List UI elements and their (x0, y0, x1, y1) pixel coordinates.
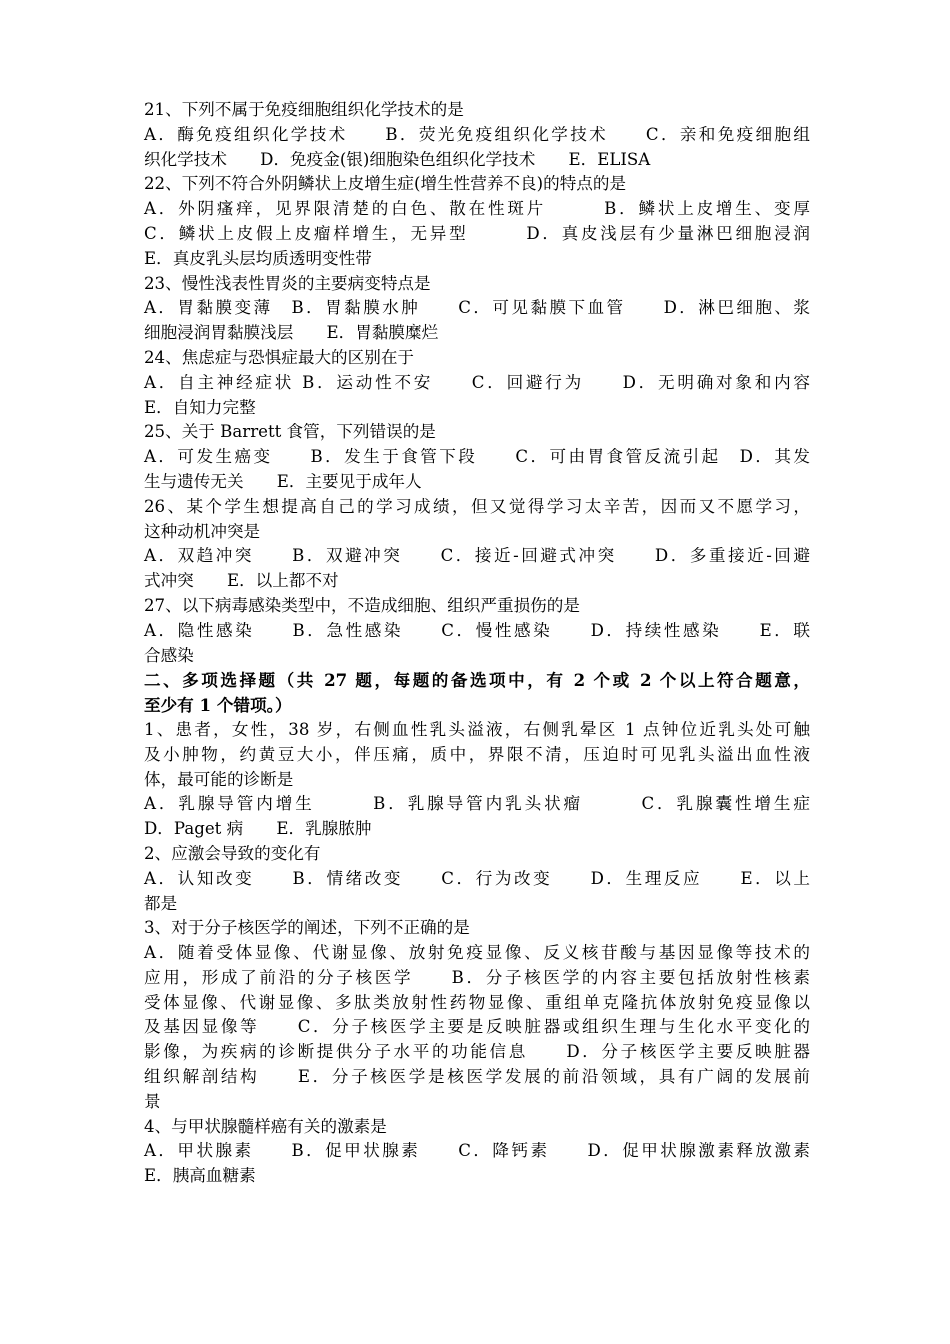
text-line: A．隐性感染 B．急性感染 C．慢性感染 D．持续性感染 E．联 (144, 620, 810, 640)
text-line: A．乳腺导管内增生 B．乳腺导管内乳头状瘤 C．乳腺囊性增生症 (144, 794, 810, 814)
text-line: A．随着受体显像、代谢显像、放射免疫显像、反义核苷酸与基因显像等技术的 (144, 943, 810, 963)
text-line: A．认知改变 B．情绪改变 C．行为改变 D．生理反应 E．以上 (144, 868, 810, 888)
text-line: 23、慢性浅表性胃炎的主要病变特点是 (144, 273, 431, 293)
text-line: 应用，形成了前沿的分子核医学 B．分子核医学的内容主要包括放射性核素 (144, 967, 810, 987)
text-line: 24、焦虑症与恐惧症最大的区别在于 (144, 347, 415, 367)
text-line: 这种动机冲突是 (144, 521, 261, 541)
text-line: A．外阴瘙痒，见界限清楚的白色、散在性斑片 B．鳞状上皮增生、变厚 (144, 199, 810, 219)
text-line: A．胃黏膜变薄 B．胃黏膜水肿 C．可见黏膜下血管 D．淋巴细胞、浆 (144, 298, 810, 318)
text-line: D．Paget 病 E．乳腺脓肿 (144, 819, 372, 839)
text-line: 及小肿物，约黄豆大小，伴压痛，质中，界限不清，压迫时可见乳头溢出血性液 (144, 744, 810, 764)
text-line: 27、以下病毒感染类型中，不造成细胞、组织严重损伤的是 (144, 595, 580, 615)
text-line: E．胰高血糖素 (144, 1166, 256, 1186)
text-line: A．可发生癌变 B．发生于食管下段 C．可由胃食管反流引起 D．其发 (144, 447, 810, 467)
text-line: A．酶免疫组织化学技术 B．荧光免疫组织化学技术 C．亲和免疫细胞组 (144, 124, 810, 144)
text-line: A．双趋冲突 B．双避冲突 C．接近-回避式冲突 D．多重接近-回避 (144, 546, 810, 566)
section-heading-line: 至少有 1 个错项。） (144, 695, 292, 716)
section-heading-line: 二、多项选择题（共 27 题，每题的备选项中，有 2 个或 2 个以上符合题意， (144, 670, 810, 691)
document-body (144, 98, 810, 1189)
text-line: 影像，为疾病的诊断提供分子水平的功能信息 D．分子核医学主要反映脏器 (144, 1042, 810, 1062)
text-line: 织化学技术 D．免疫金(银)细胞染色组织化学技术 E．ELISA (144, 149, 651, 169)
text-line: 细胞浸润胃黏膜浅层 E．胃黏膜糜烂 (144, 323, 439, 343)
text-line: 21、下列不属于免疫细胞组织化学技术的是 (144, 100, 464, 119)
text-line: A．自主神经症状 B．运动性不安 C．回避行为 D．无明确对象和内容 (144, 372, 810, 392)
text-line: 景 (144, 1091, 161, 1111)
text-line: 式冲突 E．以上都不对 (144, 571, 339, 591)
text-line: 都是 (144, 893, 178, 913)
text-line: 3、对于分子核医学的阐述，下列不正确的是 (144, 918, 470, 938)
text-line: 22、下列不符合外阴鳞状上皮增生症(增生性营养不良)的特点的是 (144, 174, 627, 194)
text-line: 2、应激会导致的变化有 (144, 843, 321, 863)
text-line: 受体显像、代谢显像、多肽类放射性药物显像、重组单克隆抗体放射免疫显像以 (144, 992, 810, 1012)
text-line: C．鳞状上皮假上皮瘤样增生，无异型 D．真皮浅层有少量淋巴细胞浸润 (144, 223, 810, 243)
text-line: 体，最可能的诊断是 (144, 769, 294, 789)
text-line: 组织解剖结构 E．分子核医学是核医学发展的前沿领域，具有广阔的发展前 (144, 1067, 810, 1087)
text-line: 4、与甲状腺髓样癌有关的激素是 (144, 1116, 387, 1136)
text-line: E．真皮乳头层均质透明变性带 (144, 248, 372, 268)
text-line: E．自知力完整 (144, 397, 256, 417)
text-line: 25、关于 Barrett 食管，下列错误的是 (144, 422, 436, 442)
text-line: 及基因显像等 C．分子核医学主要是反映脏器或组织生理与生化水平变化的 (144, 1017, 810, 1037)
text-line: 26、某个学生想提高自己的学习成绩，但又觉得学习太辛苦，因而又不愿学习， (144, 496, 810, 516)
text-line: 合感染 (144, 645, 194, 665)
text-line: A．甲状腺素 B．促甲状腺素 C．降钙素 D．促甲状腺激素释放激素 (144, 1141, 810, 1161)
text-line: 1、患者，女性，38 岁，右侧血性乳头溢液，右侧乳晕区 1 点钟位近乳头处可触 (144, 719, 810, 739)
text-line: 生与遗传无关 E．主要见于成年人 (144, 471, 422, 491)
